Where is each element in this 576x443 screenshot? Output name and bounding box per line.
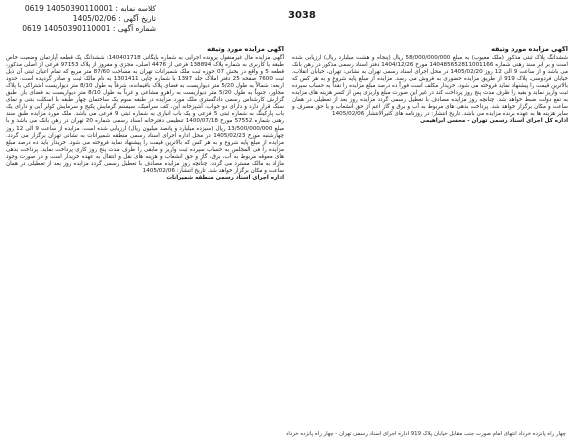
ad-meta-block [6, 4, 156, 34]
left-column-heading: آگهی مزایده مورد وثیقه [207, 46, 284, 53]
left-column-body: آگهی مزایده مال غیرمنقول پرونده اجرایی به شماره بایگانی 140401718: ششدانگ یک قطعه آپارتمان وضعیت خاص طبقه با کاربری به شماره پلاک 138894 فرعی از 4476 اصلی، مجزی و مفروز از پلاک 97153 فرعی از اصلی مذکور، قطعه 5 و واقع در بخش 07 حوزه ثبت ملک شمیرانات تهران به مساحت 87/60 متر مربع که تمام اعیان ثبتی آن ذیل ثبت 7600 صفحه 25 دفتر املاک جلد 1397 با شماره چاپی 1301411 به نام مالک ثبت و صادر گردیده است. حدود اربعه: شمالاً به طول 5/20 متر دیواریست به فضای پلاک باقیمانده، شرقاً به طول 8/10 متر دیواریست اشتراکی با پلاک مجاور، جنوباً به طول 5/20 متر دیواریست به راهرو مشاعی و غرباً به طول 8/10 متر دیواریست به فضای باز. طبق گزارش کارشناس رسمی دادگستری ملک مورد مزایده در طبقه سوم یک ساختمان چهار طبقه با اسکلت بتنی و نمای سنگ قرار دارد و دارای دو خواب، آشپزخانه اپن، کف سرامیک، سیستم گرمایش پکیج و سرمایش کولر آبی و دارای یک باب پارکینگ به شماره ثبتی 5 فرعی و یک باب انباری به شماره ثبتی 9 فرعی می باشد. ملک مورد مزایده طبق سند رهنی شماره 57552 مورخ 1400/07/18 تنظیمی دفترخانه اسناد رسمی شماره 20 تهران در رهن بانک می باشد و با مبلغ 13/500/000/000 ریال (سیزده میلیارد و پانصد میلیون ریال) ارزیابی شده است. مزایده از ساعت 9 الی 12 روز چهارشنبه مورخ 1405/02/23 در محل اداره اجرای اسناد رسمی منطقه شمیرانات به نشانی تهران برگزار می گردد. مزایده از مبلغ پایه شروع و به هر کس که بالاترین قیمت را پیشنهاد نماید فروخته می شود. خریدار باید ده درصد مبلغ مزایده را فی المجلس به حساب سپرده ثبت واریز و مابقی را ظرف مدت پنج روز کاری پرداخت نماید. پرداخت بدهی های معوقه مربوط به آب، برق، گاز و حق انشعاب و هزینه های نقل و انتقال به عهده خریدار است و در صورت وجود مازاد به مالک مسترد می گردد. چنانچه روز مزایده مصادف با تعطیل رسمی گردد مزایده روز بعد از تعطیلی در همان ساعت و مکان برگزار خواهد شد. تاریخ انتشار: 1405/02/06 [6, 55, 284, 174]
footer-address: چهار راه پانزده خرداد انتهای امام صورت جنب مقابل خیابان پلاک 919 اداره اجرای اسناد رسمی تهران - چهار راه پانزده خرداد [286, 431, 566, 437]
right-column-heading: آگهی مزایده مورد وثیقه [491, 46, 568, 53]
ad-number-line: شماره آگهی : 14050390110001 0619 [22, 24, 156, 33]
right-column-body: ششدانگ پلاک ثبتی مذکور (ملک معیوب) به مبلغ 58/000/000/000 ریال (پنجاه و هشت میلیارد ریال) ارزیابی شده است و بر ابر سند رهنی شماره 140485652811001166 مورخ 1404/12/26 دفتر اسناد رسمی مذکور در رهن بانک می باشد و از ساعت 9 الی 12 روز 1405/02/20 در محل اجرای اسناد رسمی تهران به نشانی: تهران، خیابان انقلاب، خیابان فردوسی، پلاک 919 از طریق مزایده حضوری به فروش می رسد. مزایده از مبلغ پایه شروع و به هر کس که بالاترین قیمت را پیشنهاد نماید فروخته می شود. خریدار مکلف است فوراً ده درصد مبلغ مزایده را نقداً به حساب سپرده ثبت واریز نماید و بقیه را ظرف مدت پنج روز پرداخت کند در غیر این صورت مبلغ واریزی پس از کسر هزینه های مزایده به نفع دولت ضبط خواهد شد. چنانچه روز مزایده مصادف با تعطیل رسمی گردد مزایده روز بعد از تعطیلی در همان ساعت و مکان برگزار خواهد شد. پرداخت بدهی های مربوط به آب و برق و گاز اعم از حق انشعاب و یا حق مصرف و سایر هزینه ها به عهده برنده مزایده می باشد. تاریخ انتشار: در روزنامه های کثیرالانتشار 1405/02/06 [292, 55, 568, 118]
left-column-signature: اداره اجرای اسناد رسمی منطقه شمیرانات [166, 174, 284, 181]
left-column [6, 46, 284, 424]
tracking-line: کلاسه نمابه : 14050390110001 0619 [24, 4, 156, 13]
document-number: 3038 [288, 10, 316, 21]
date-line: تاریخ آگهی : 1405/02/06 [72, 14, 156, 23]
right-column [292, 46, 568, 251]
right-column-signature: اداره کل اجرای اسناد رسمی تهران - محسن ابراهیمی [420, 118, 568, 125]
